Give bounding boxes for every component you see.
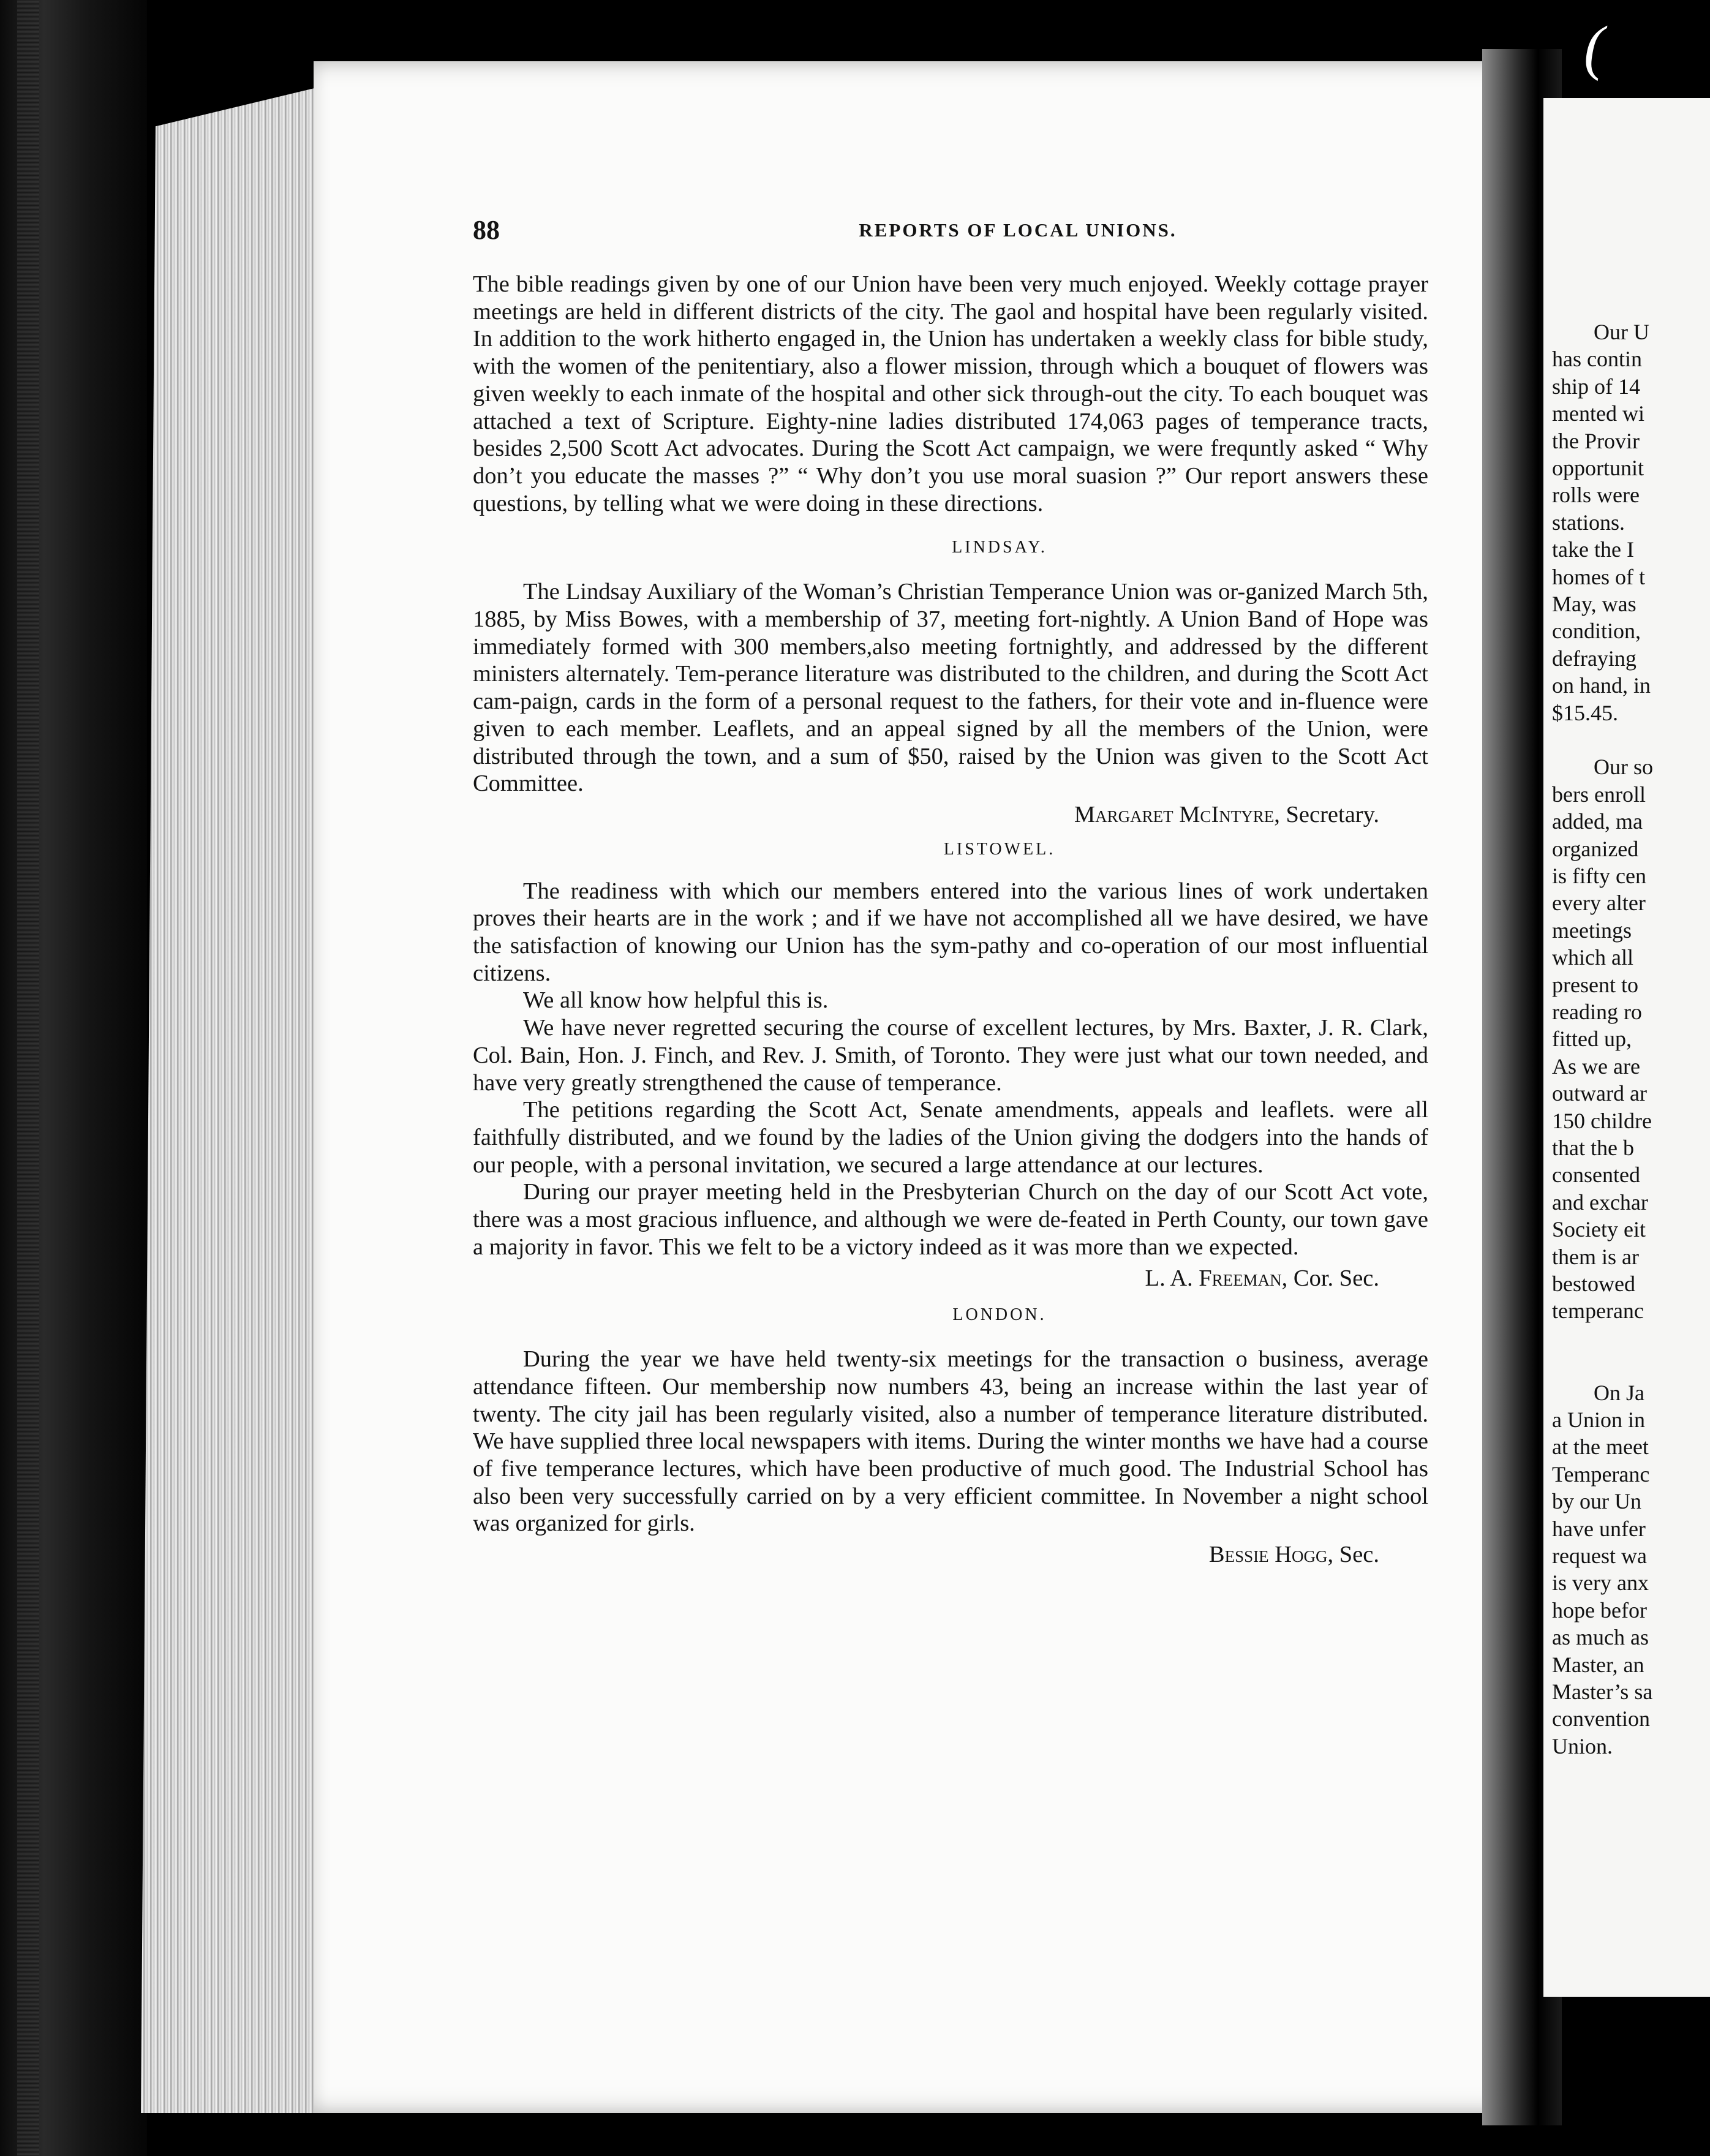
facing-page-line: request wa [1552,1544,1647,1568]
facing-page-line: organized [1552,836,1639,861]
signature [473,1265,1428,1292]
book-cover-texture [17,0,39,2156]
section-heading: LINDSAY. [952,538,1047,557]
facing-page-line: convention [1552,1706,1650,1732]
facing-page-line: as much as [1552,1625,1649,1650]
page-block-edges [141,86,325,2113]
signature [473,1541,1428,1569]
section-heading: LONDON. [952,1305,1047,1325]
section-paragraph: During our prayer meeting held in the Presbyterian Church on the day of our Scott Act vote, there was a most gracious influence, and although we were de-feated in Perth County, our town gave a majority in favor. This we felt to be a victory indeed as it was more than we expected. [473,1179,1428,1260]
page-number: 88 [473,215,500,245]
facing-page-line: which all [1552,945,1633,970]
facing-page-line: is very anx [1552,1570,1649,1596]
page-content [473,214,1428,1569]
facing-page-line: Society eit [1552,1217,1646,1242]
facing-page-line: on hand, in [1552,673,1651,698]
facing-page-line: homes of t [1552,564,1645,589]
facing-page [1543,98,1710,1997]
facing-page-line: hope befor [1552,1597,1647,1623]
facing-page-line: meetings [1552,918,1632,943]
facing-page-line: stations. [1552,510,1625,535]
book-page [314,61,1531,2113]
facing-page-line: have unfer [1552,1516,1646,1541]
signature-title: Secretary. [1279,801,1379,827]
facing-page-line: On Ja [1594,1380,1644,1405]
section-paragraph: We all know how helpful this is. [523,987,829,1014]
facing-page-line: at the meet [1552,1434,1649,1460]
facing-page-line: outward ar [1552,1081,1647,1106]
signature-title: Sec. [1333,1542,1379,1568]
running-title: REPORTS OF LOCAL UNIONS. [859,219,1177,241]
facing-page-line: a Union in [1552,1408,1645,1432]
corner-mark: ( [1584,13,1605,81]
section-heading: LISTOWEL. [943,839,1056,859]
facing-page-line: Our so [1594,755,1653,780]
facing-page-line: temperanc [1552,1298,1644,1324]
section-paragraph: The Lindsay Auxiliary of the Woman’s Christian Temperance Union was or-ganized March 5th, 1885, by Miss Bowes, with a membership of 37, meeting fort-nightly. A Union Band of Hope was immediately formed with 300 members,also meeting fortnightly, and addressed by the different ministers alternately. Tem-perance literature was distributed to the children, and during the Scott Act cam-paign, cards in the form of a personal request to the fathers, for their vote and in-fluence were given to each member. Leaflets, and an appeal signed by all the members of the Union, were distributed through the town, and a sum of $50, raised by the Union was given to the Scott Act Committee. [473,579,1428,797]
facing-page-line: fitted up, [1552,1027,1632,1052]
facing-page-line: every alter [1552,891,1646,916]
signature-name: L. A. Freeman, [1145,1265,1288,1291]
facing-page-line: reading ro [1552,1000,1642,1024]
facing-page-line: ship of 14 [1552,374,1640,399]
section-london [473,1305,1428,1569]
signature [473,801,1428,829]
signature-name: Margaret McIntyre, [1074,801,1280,827]
section-paragraph: The petitions regarding the Scott Act, Senate amendments, appeals and leaflets. were all faithfully distributed, and we found by the ladies of the Union giving the dodgers into the hands of our people, with a personal invitation, we secured a large attendance at our lectures. [473,1097,1428,1178]
facing-page-line: rolls were [1552,483,1640,508]
facing-page-line: bers enroll [1552,782,1646,807]
facing-page-line: bestowed [1552,1272,1635,1296]
facing-page-line: them is ar [1552,1244,1639,1269]
facing-page-line: added, ma [1552,809,1643,834]
facing-page-line: defraying [1552,646,1637,671]
section-paragraph: The readiness with which our members entered into the various lines of work undertaken proves their hearts are in the work ; and if we have not accomplished all we have desired, we have the satisfaction of knowing our Union has the sym-pathy and co-operation of our most influential citizens. [473,878,1428,986]
facing-page-line: 150 childre [1552,1108,1652,1133]
facing-page-line: is fifty cen [1552,864,1646,888]
facing-page-line: Union. [1552,1733,1613,1758]
facing-page-line: present to [1552,972,1638,997]
facing-page-line: take the I [1552,537,1634,562]
facing-page-line: As we are [1552,1054,1640,1079]
section-lindsay [473,538,1428,828]
signature-title: Cor. Sec. [1287,1265,1379,1291]
facing-page-line: has contin [1552,347,1642,372]
facing-page-line: mented wi [1552,401,1644,426]
facing-page-line: Our U [1594,320,1649,344]
facing-page-line: Master, an [1552,1652,1644,1677]
facing-page-line: that the b [1552,1136,1634,1160]
facing-page-line: May, was [1552,592,1637,616]
facing-page-line: by our Un [1552,1489,1641,1514]
facing-page-line: opportunit [1552,456,1644,480]
intro-paragraph: The bible readings given by one of our Union have been very much enjoyed. Weekly cottage prayer meetings are held in different districts of the city. The gaol and hospital have been regularly visited. In addition to the work hitherto engaged in, the Union has undertaken a weekly class for bible study, with the women of the penitentiary, also a flower mission, through which a bouquet of flowers was given weekly to each inmate of the hospital and other sick through-out the city. To each bouquet was attached a text of Scripture. Eighty-nine ladies distributed 174,063 pages of temperance tracts, besides 2,500 Scott Act advocates. During the Scott Act campaign, we were frequntly asked “ Why don’t you educate the masses ?” “ Why don’t you use moral suasion ?” Our report answers these questions, by telling what we were doing in these directions. [473,271,1428,516]
facing-page-line: Temperanc [1552,1461,1650,1487]
section-paragraph: We have never regretted securing the course of excellent lectures, by Mrs. Baxter, J. R. Clark, Col. Bain, Hon. J. Finch, and Rev. J. Smith, of Toronto. They were just what our town needed, and have very greatly strengthened the cause of temperance. [473,1015,1428,1096]
facing-page-line: condition, [1552,619,1641,644]
facing-page-line: the Provir [1552,428,1640,453]
section-listowel [473,840,1428,1292]
running-head [473,214,1428,257]
facing-page-line: consented [1552,1163,1640,1188]
facing-page-line: Master’s sa [1552,1679,1653,1704]
facing-page-line: $15.45. [1552,700,1618,725]
section-paragraph: During the year we have held twenty-six meetings for the transaction o business, average attendance fifteen. Our membership now numbers 43, being an increase within the last year of twenty. The city jail has been regularly visited, also a number of temperance literature distributed. We have supplied three local newspapers with items. During the winter months we have had a course of five temperance lectures, which have been productive of much good. The Industrial School has also been very successfully carried on by a very efficient committee. In November a night school was organized for girls. [473,1346,1428,1537]
signature-name: Bessie Hogg, [1208,1542,1334,1568]
facing-page-line: and exchar [1552,1189,1648,1215]
